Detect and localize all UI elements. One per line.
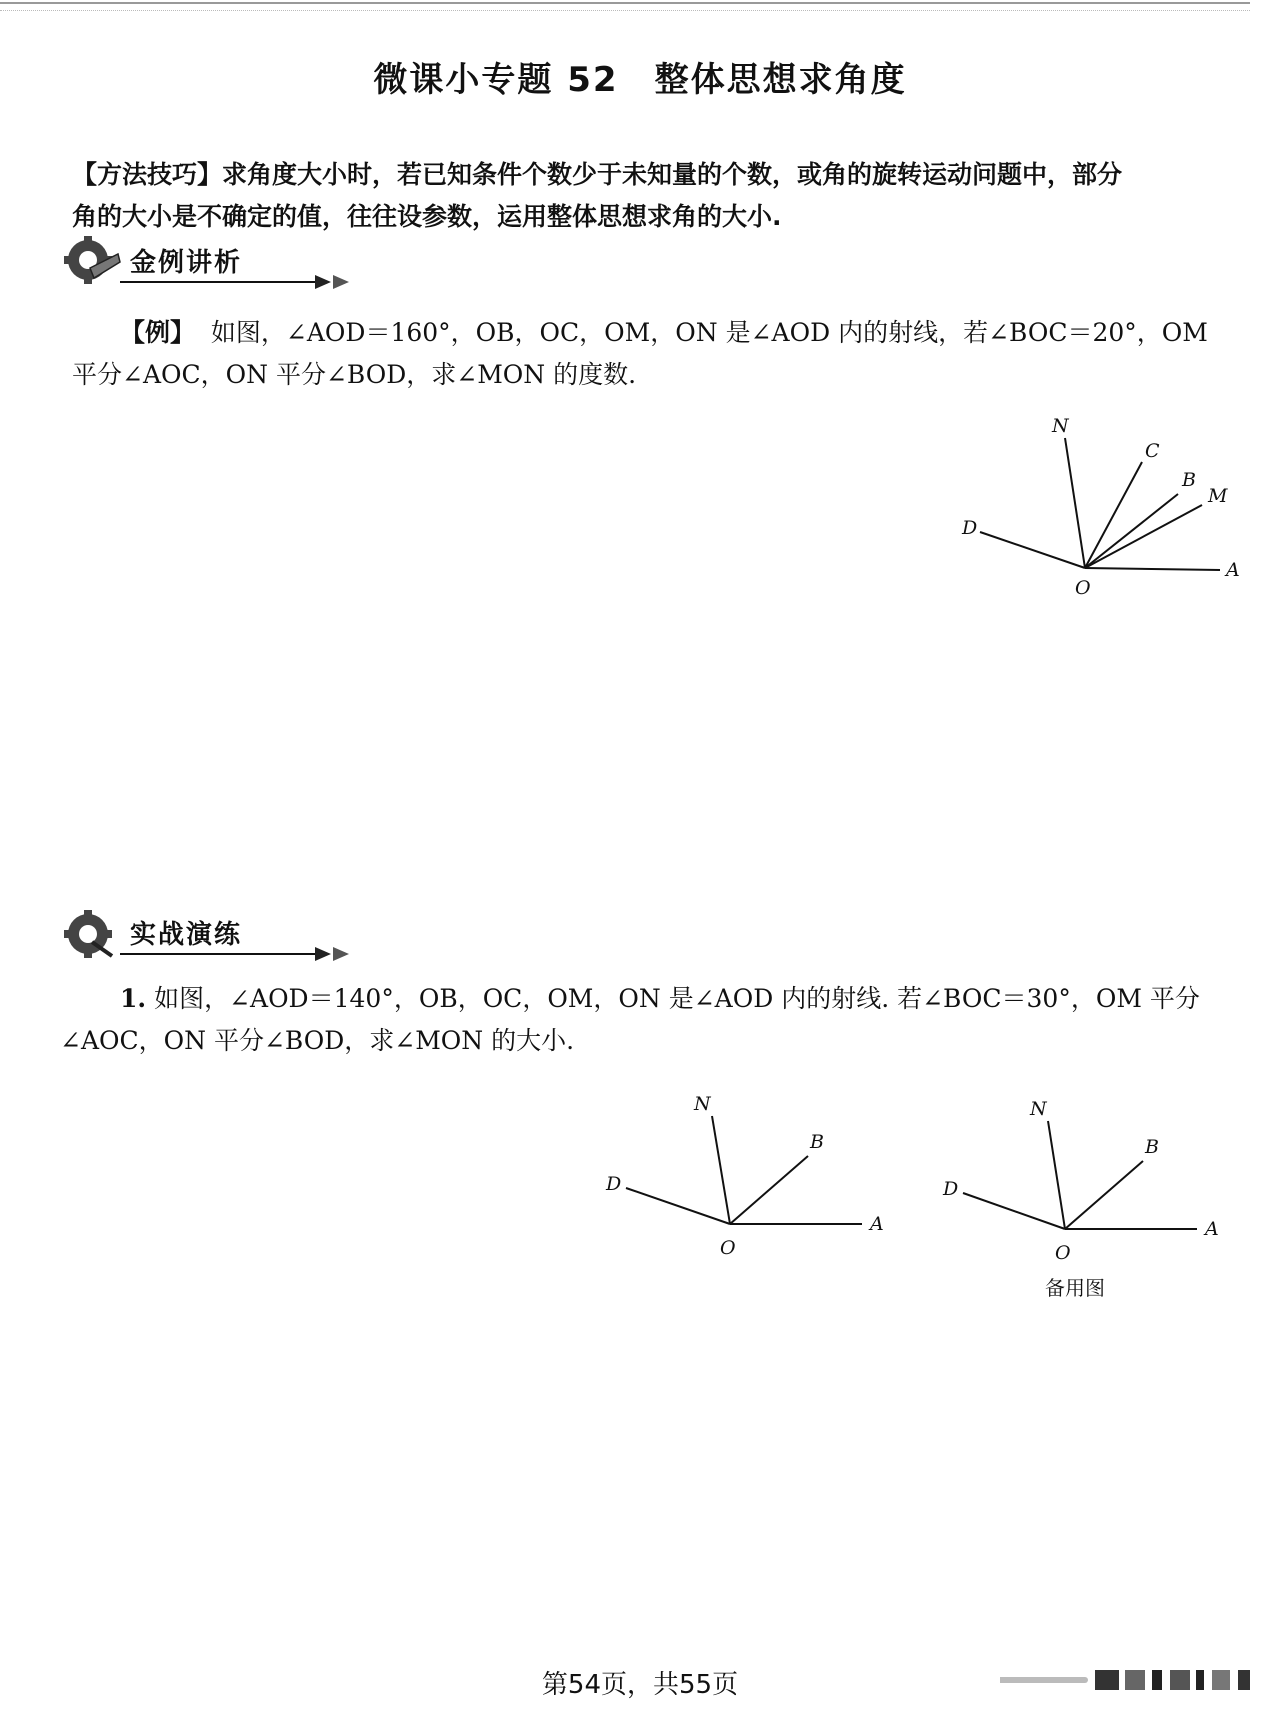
- gear-book-icon: [60, 234, 122, 290]
- exercise-figure: [590, 1090, 890, 1270]
- label-m: M: [1208, 485, 1228, 507]
- ray-on: [1065, 438, 1085, 568]
- example-figure: [940, 410, 1240, 600]
- ray-od: [980, 532, 1085, 568]
- footer-decoration: [1000, 1668, 1270, 1692]
- label-a: A: [1226, 559, 1240, 581]
- exercise-number: 1.: [120, 984, 147, 1013]
- example-tag: 【例】: [120, 318, 196, 347]
- ray-ob: [730, 1156, 808, 1224]
- ray-ob: [1085, 494, 1178, 568]
- practice-section-banner: [60, 906, 320, 966]
- method-tips: [72, 154, 1232, 238]
- page-title: 微课小专题 52 整体思想求角度: [373, 60, 907, 100]
- label-n: N: [1030, 1098, 1047, 1120]
- label-a: A: [870, 1213, 884, 1235]
- label-o: O: [720, 1237, 736, 1259]
- label-o: O: [1075, 577, 1091, 599]
- spare-figure-caption: 备用图: [1045, 1276, 1105, 1300]
- example-section-label: 金例讲析: [130, 248, 243, 278]
- label-d: D: [962, 517, 978, 539]
- method-line2: 角的大小是不确定的值，往往设参数，运用整体思想求角的大小.: [72, 202, 782, 231]
- page-footer: 第54页，共55页: [541, 1670, 739, 1700]
- example-problem: [72, 312, 1242, 396]
- spare-figure: [925, 1095, 1225, 1275]
- example-line2: 平分∠AOC，ON 平分∠BOD，求∠MON 的度数.: [72, 360, 637, 389]
- label-a: A: [1205, 1218, 1219, 1240]
- banner-arrow-icon: [120, 274, 370, 290]
- example-line1: 如图，∠AOD＝160°，OB，OC，OM，ON 是∠AOD 内的射线，若∠BOC＝20°，OM: [210, 318, 1208, 347]
- example-section-banner: [60, 234, 320, 294]
- exercise-1: [60, 978, 1240, 1062]
- gear-icon: [60, 906, 122, 962]
- ray-od: [626, 1188, 730, 1224]
- ray-on: [712, 1116, 730, 1224]
- label-n: N: [694, 1093, 711, 1115]
- ray-ob: [1065, 1161, 1143, 1229]
- method-tag: 【方法技巧】: [72, 160, 223, 189]
- banner-arrow-icon: [120, 946, 370, 962]
- label-d: D: [606, 1173, 622, 1195]
- label-b: B: [810, 1131, 824, 1153]
- label-b: B: [1145, 1136, 1159, 1158]
- label-c: C: [1145, 440, 1160, 462]
- top-rule: [0, 2, 1250, 11]
- label-o: O: [1055, 1242, 1071, 1264]
- exercise-line1: 如图，∠AOD＝140°，OB，OC，OM，ON 是∠AOD 内的射线. 若∠BOC＝30°，OM 平分: [154, 984, 1200, 1013]
- label-b: B: [1182, 469, 1196, 491]
- ray-od: [963, 1193, 1065, 1229]
- label-n: N: [1052, 415, 1069, 437]
- label-d: D: [943, 1178, 959, 1200]
- method-line1: 求角度大小时，若已知条件个数少于未知量的个数，或角的旋转运动问题中，部分: [222, 160, 1123, 189]
- ray-oa: [1085, 568, 1220, 570]
- exercise-line2: ∠AOC，ON 平分∠BOD，求∠MON 的大小.: [60, 1026, 575, 1055]
- practice-section-label: 实战演练: [130, 920, 243, 950]
- ray-on: [1048, 1121, 1065, 1229]
